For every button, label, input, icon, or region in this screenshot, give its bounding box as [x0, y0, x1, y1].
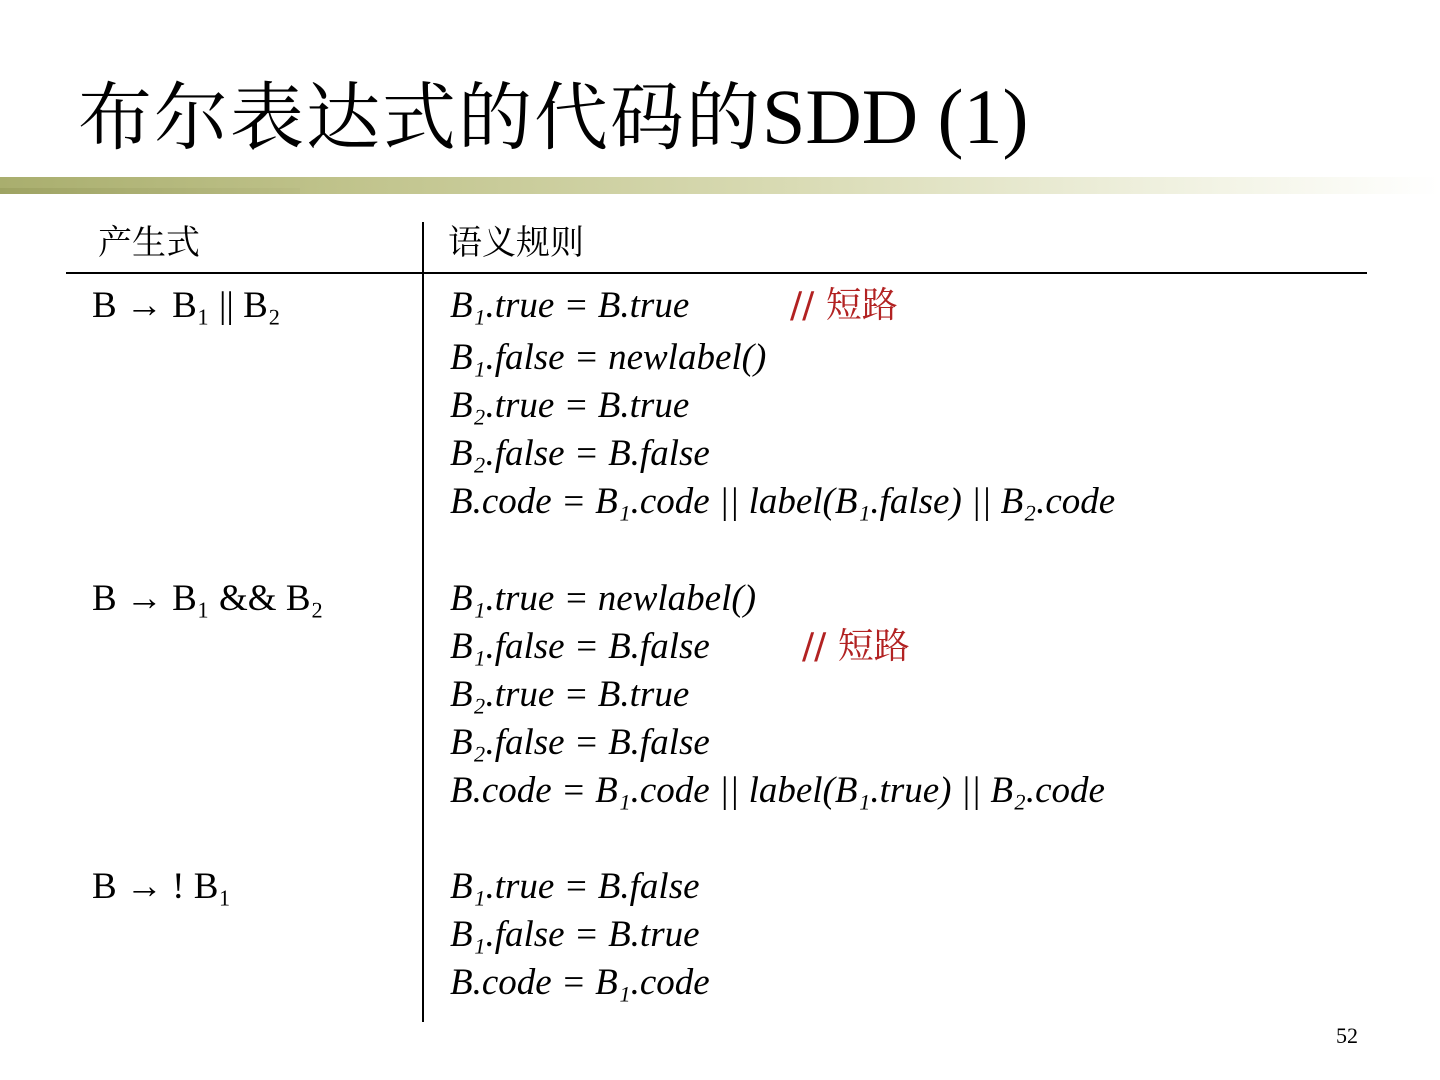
- slide-title-latin: SDD (1): [762, 73, 1029, 160]
- rule-line: B₁.false = B.false: [450, 626, 710, 667]
- rule-line: B₂.true = B.true: [450, 674, 690, 715]
- production-and: B → B₁ && B₂: [92, 578, 324, 619]
- comment-short-circuit: // 短路: [790, 285, 898, 326]
- production-not: B → ! B₁: [92, 866, 232, 907]
- rule-line: B.code = B₁.code || label(B₁.true) || B₂.code: [450, 770, 1105, 811]
- rule-line: B₁.true = B.false: [450, 866, 700, 907]
- rule-line: B.code = B₁.code || label(B₁.false) || B₂.code: [450, 481, 1116, 522]
- rule-line: B₁.true = B.true: [450, 285, 690, 326]
- rule-line: B₂.true = B.true: [450, 385, 690, 426]
- rule-line: B.code = B₁.code: [450, 962, 710, 1003]
- slide-title-cjk: 布尔表达式的代码的: [78, 75, 762, 161]
- slide-title: [78, 62, 1029, 172]
- header-semantic-rules: 语义规则: [448, 223, 584, 263]
- rule-line: B₂.false = B.false: [450, 722, 710, 763]
- rule-line: B₁.false = B.true: [450, 914, 700, 955]
- page-number: 52: [1336, 1023, 1358, 1048]
- table-column-divider: [422, 222, 424, 1022]
- title-accent-bar-dark: [0, 188, 300, 194]
- header-production: 产生式: [98, 223, 200, 263]
- table-header-rule: [66, 272, 1367, 274]
- rule-line: B₁.true = newlabel(): [450, 578, 757, 619]
- rule-line: B₂.false = B.false: [450, 433, 710, 474]
- rule-line: B₁.false = newlabel(): [450, 337, 767, 378]
- production-or: B → B₁ || B₂: [92, 285, 281, 326]
- comment-short-circuit: // 短路: [802, 626, 910, 667]
